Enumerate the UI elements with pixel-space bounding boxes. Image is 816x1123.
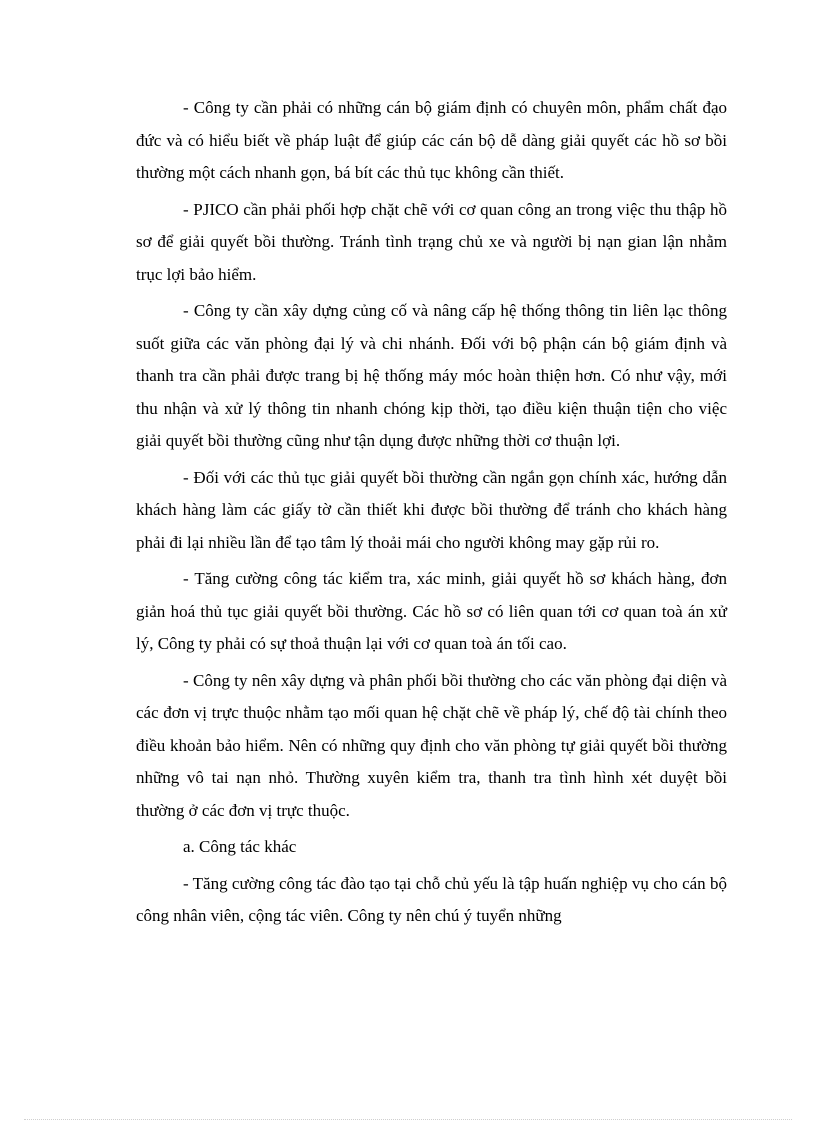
paragraph-police-coordination: - PJICO cần phải phối hợp chặt chẽ với cơ quan công an trong việc thu thập hồ sơ để giải quyết bồi thường. Tránh tình trạng chủ xe và người bị nạn gian lận nhằm trục lợi bảo hiểm. (136, 199, 727, 284)
paragraph-training: - Tăng cường công tác đào tạo tại chỗ chủ yếu là tập huấn nghiệp vụ cho cán bộ công nhân viên, cộng tác viên. Công ty nên chú ý tuyển những (136, 873, 727, 925)
paragraph-decentralization: - Công ty nên xây dựng và phân phối bồi thường cho các văn phòng đại diện và các đơn vị trực thuộc nhằm tạo mối quan hệ chặt chẽ về pháp lý, chế độ tài chính theo điều khoản bảo hiểm. Nên có những quy định cho văn phòng tự giải quyết bồi thường những vô tai nạn nhỏ. Thường xuyên kiểm tra, thanh tra tình hình xét duyệt bồi thường ở các đơn vị trực thuộc. (136, 670, 727, 820)
paragraph-information-system: - Công ty cần xây dựng củng cố và nâng cấp hệ thống thông tin liên lạc thông suốt giữa các văn phòng đại lý và chi nhánh. Đối với bộ phận cán bộ giám định và thanh tra cần phải được trang bị hệ thống máy móc hoàn thiện hơn. Có như vậy, mới thu nhận và xử lý thông tin nhanh chóng kịp thời, tạo điều kiện thuận tiện cho việc giải quyết bồi thường cũng như tận dụng được những thời cơ thuận lợi. (136, 301, 727, 450)
document-body (136, 92, 727, 937)
page-bottom-divider (24, 1119, 792, 1120)
section-heading-other-work: a. Công tác khác (183, 837, 297, 856)
paragraph-claim-procedures: - Đối với các thủ tục giải quyết bồi thường cần ngắn gọn chính xác, hướng dẫn khách hàng làm các giấy tờ cần thiết khi được bồi thường để tránh cho khách hàng phải đi lại nhiều lần để tạo tâm lý thoải mái cho người không may gặp rủi ro. (136, 467, 727, 552)
paragraph-inspection: - Tăng cường công tác kiểm tra, xác minh, giải quyết hồ sơ khách hàng, đơn giản hoá thủ tục giải quyết bồi thường. Các hồ sơ có liên quan tới cơ quan toà án xử lý, Công ty phải có sự thoả thuận lại với cơ quan toà án tối cao. (136, 569, 727, 653)
paragraph-inspectors: - Công ty cần phải có những cán bộ giám định có chuyên môn, phẩm chất đạo đức và có hiểu biết về pháp luật để giúp các cán bộ dễ dàng giải quyết các hồ sơ bồi thường một cách nhanh gọn, bá bít các thủ tục không cần thiết. (136, 98, 727, 182)
